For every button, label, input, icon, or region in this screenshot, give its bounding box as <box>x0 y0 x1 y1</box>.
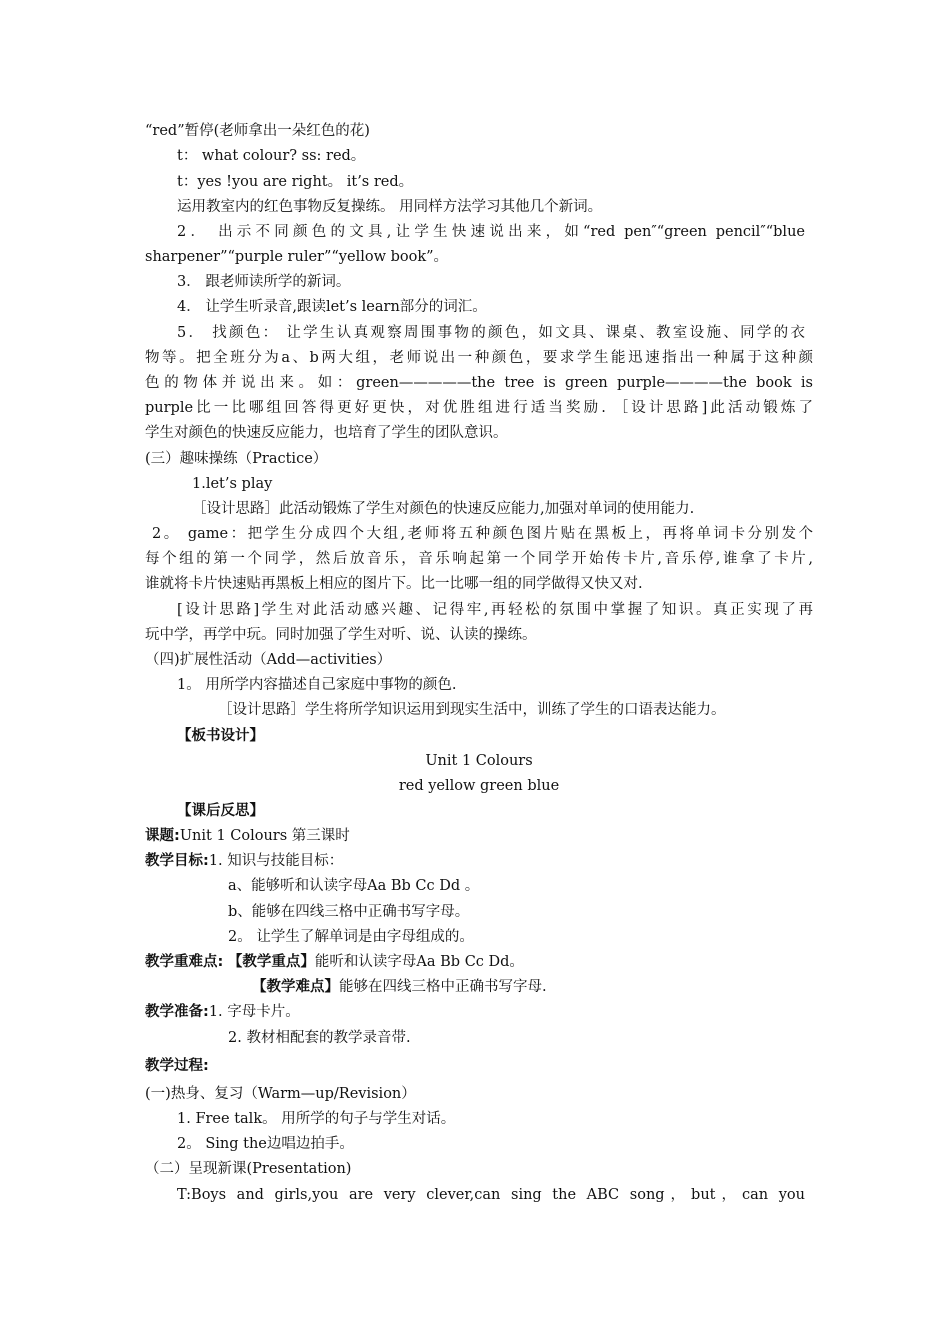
text-line: T:Boys and girls,you are very clever,can sing the ABC song，but，can you <box>177 1187 805 1203</box>
text-line: t： what colour? ss: red。 <box>177 148 366 164</box>
section-heading: (三）趣味操练（Practice） <box>145 451 328 467</box>
text-line: 2。 Sing the边唱边拍手。 <box>177 1136 354 1152</box>
text-line: t：yes !you are right。 it’s red。 <box>177 174 414 190</box>
label-preparation: 教学准备: <box>145 1004 209 1020</box>
text-line: 2。 game：把学生分成四个大组,老师将五种颜色图片贴在黑板上，再将单词卡分别发个 <box>152 526 813 542</box>
text-line: 4． 让学生听录音,跟读let’s learn部分的词汇。 <box>177 299 487 315</box>
label-focus: 【教学重点】 <box>227 954 315 970</box>
board-words: red yellow green blue <box>398 778 560 794</box>
text-line: 5． 找颜色： 让学生认真观察周围事物的颜色，如文具、课桌、教室设施、同学的衣 <box>177 325 805 341</box>
section-heading: 【板书设计】 <box>177 728 264 744</box>
text-line: 色的物体并说出来。如：green—————the tree is green purple————the book is <box>145 375 813 391</box>
section-heading: 【课后反思】 <box>177 803 264 819</box>
difficulty-value: 能够在四线三格中正确书写字母. <box>339 979 547 995</box>
label-difficulty: 【教学难点】 <box>252 979 339 995</box>
text-line: “red”暂停(老师拿出一朵红色的花) <box>145 123 370 139</box>
board-title: Unit 1 Colours <box>425 753 533 769</box>
text-line <box>145 824 813 849</box>
section-heading: （四)扩展性活动（Add—activities） <box>145 652 392 668</box>
preparation-1: 1. 字母卡片。 <box>208 1004 300 1020</box>
label-process: 教学过程: <box>145 1058 209 1074</box>
text-line: sharpener”“purple ruler”“yellow book”。 <box>145 249 449 265</box>
text-line <box>252 975 920 1000</box>
label-keypoints: 教学重难点: <box>145 954 224 970</box>
text-line: 3． 跟老师读所学的新词。 <box>177 274 351 290</box>
text-line: 1。 用所学内容描述自己家庭中事物的颜色. <box>177 677 457 693</box>
text-line <box>145 1000 813 1025</box>
text-line: 1. Free talk。 用所学的句子与学生对话。 <box>177 1111 456 1127</box>
text-line: purple比一比哪组回答得更好更快，对优胜组进行适当奖励. ［设计思路]此活动锻炼了 <box>145 400 813 416</box>
focus-value: 能听和认读字母Aa Bb Cc Dd。 <box>314 954 524 970</box>
text-line: 谁就将卡片快速贴再黑板上相应的图片下。比一比哪一组的同学做得又快又对. <box>145 576 643 592</box>
text-line: 运用教室内的红色事物反复操练。 用同样方法学习其他几个新词。 <box>177 199 603 215</box>
text-line <box>145 950 813 975</box>
objective-1: 1. 知识与技能目标： <box>208 853 344 869</box>
text-line: 2． 出示不同颜色的文具,让学生快速说出来，如“red pen″“green pencil″“blue <box>177 224 805 240</box>
text-line: 2. 教材相配套的教学录音带. <box>228 1030 411 1046</box>
text-line: ［设计思路］此活动锻炼了学生对颜色的快速反应能力,加强对单词的使用能力. <box>192 501 695 517</box>
text-line: 每个组的第一个同学，然后放音乐，音乐响起第一个同学开始传卡片,音乐停,谁拿了卡片, <box>145 551 813 567</box>
label-objectives: 教学目标: <box>145 853 209 869</box>
text-line: 1.let’s play <box>192 476 273 492</box>
text-line: 学生对颜色的快速反应能力，也培育了学生的团队意识。 <box>145 425 508 441</box>
section-heading: （二）呈现新课(Presentation) <box>145 1161 352 1177</box>
text-line: [设计思路]学生对此活动感兴趣、记得牢,再轻松的氛围中掌握了知识。真正实现了再 <box>177 602 813 618</box>
text-line: 玩中学，再学中玩。同时加强了学生对听、说、认读的操练。 <box>145 627 537 643</box>
text-line: b、能够在四线三格中正确书写字母。 <box>228 904 470 920</box>
text-line: ［设计思路］学生将所学知识运用到现实生活中，训练了学生的口语表达能力。 <box>218 702 726 718</box>
text-line: 物等。把全班分为a、b两大组，老师说出一种颜色，要求学生能迅速指出一种属于这种颜 <box>145 350 813 366</box>
text-line: a、能够听和认读字母Aa Bb Cc Dd 。 <box>228 878 480 894</box>
topic-value: Unit 1 Colours 第三课时 <box>179 828 350 844</box>
text-line <box>145 849 813 874</box>
text-line: 2。 让学生了解单词是由字母组成的。 <box>228 929 474 945</box>
label-topic: 课题: <box>145 828 180 844</box>
section-heading: (一)热身、复习（Warm—up/Revision） <box>145 1086 416 1102</box>
